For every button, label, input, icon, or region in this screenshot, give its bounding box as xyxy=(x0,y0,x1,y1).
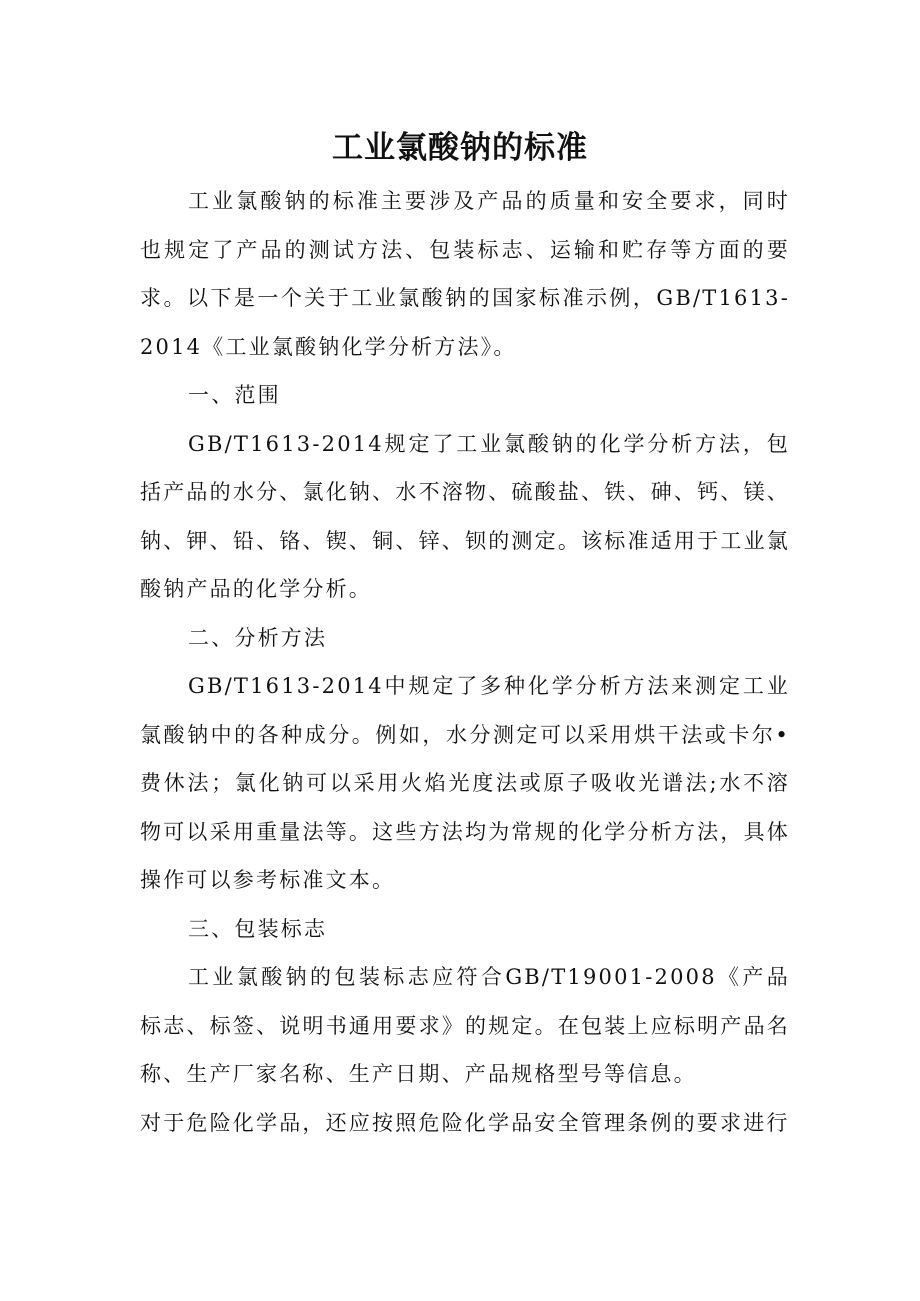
document-body xyxy=(140,177,790,1147)
section-heading-scope: 一、范围 xyxy=(188,383,281,407)
section-heading-analysis-methods: 二、分析方法 xyxy=(188,625,328,650)
document-title: 工业氯酸钠的标准 xyxy=(332,130,588,166)
scope-paragraph: GB/T1613-2014规定了工业氯酸钠的化学分析方法，包括产品的水分、氯化钠、水不溶物、硫酸盐、铁、砷、钙、镁、钠、钾、铅、铬、锲、铜、锌、钡的测定。该标准适用于工业氯酸钠产品的化学分析。 xyxy=(140,431,790,601)
intro-paragraph: 工业氯酸钠的标准主要涉及产品的质量和安全要求，同时也规定了产品的测试方法、包装标志、运输和贮存等方面的要求。以下是一个关于工业氯酸钠的国家标准示例，GB/T1613-2014《工业氯酸钠化学分析方法》。 xyxy=(140,189,790,359)
analysis-methods-paragraph: GB/T1613-2014中规定了多种化学分析方法来测定工业氯酸钠中的各种成分。例如，水分测定可以采用烘干法或卡尔•费休法；氯化钠可以采用火焰光度法或原子吸收光谱法;水不溶物可以采用重量法等。这些方法均为常规的化学分析方法，具体操作可以参考标准文本。 xyxy=(140,674,790,892)
packaging-marks-paragraph: 工业氯酸钠的包装标志应符合GB/T19001-2008《产品标志、标签、说明书通用要求》的规定。在包装上应标明产品名称、生产厂家名称、生产日期、产品规格型号等信息。 xyxy=(140,965,790,1086)
section-heading-packaging-marks: 三、包装标志 xyxy=(188,916,328,941)
hazardous-chemicals-paragraph: 对于危险化学品，还应按照危险化学品安全管理条例的要求进行 xyxy=(140,1110,790,1135)
